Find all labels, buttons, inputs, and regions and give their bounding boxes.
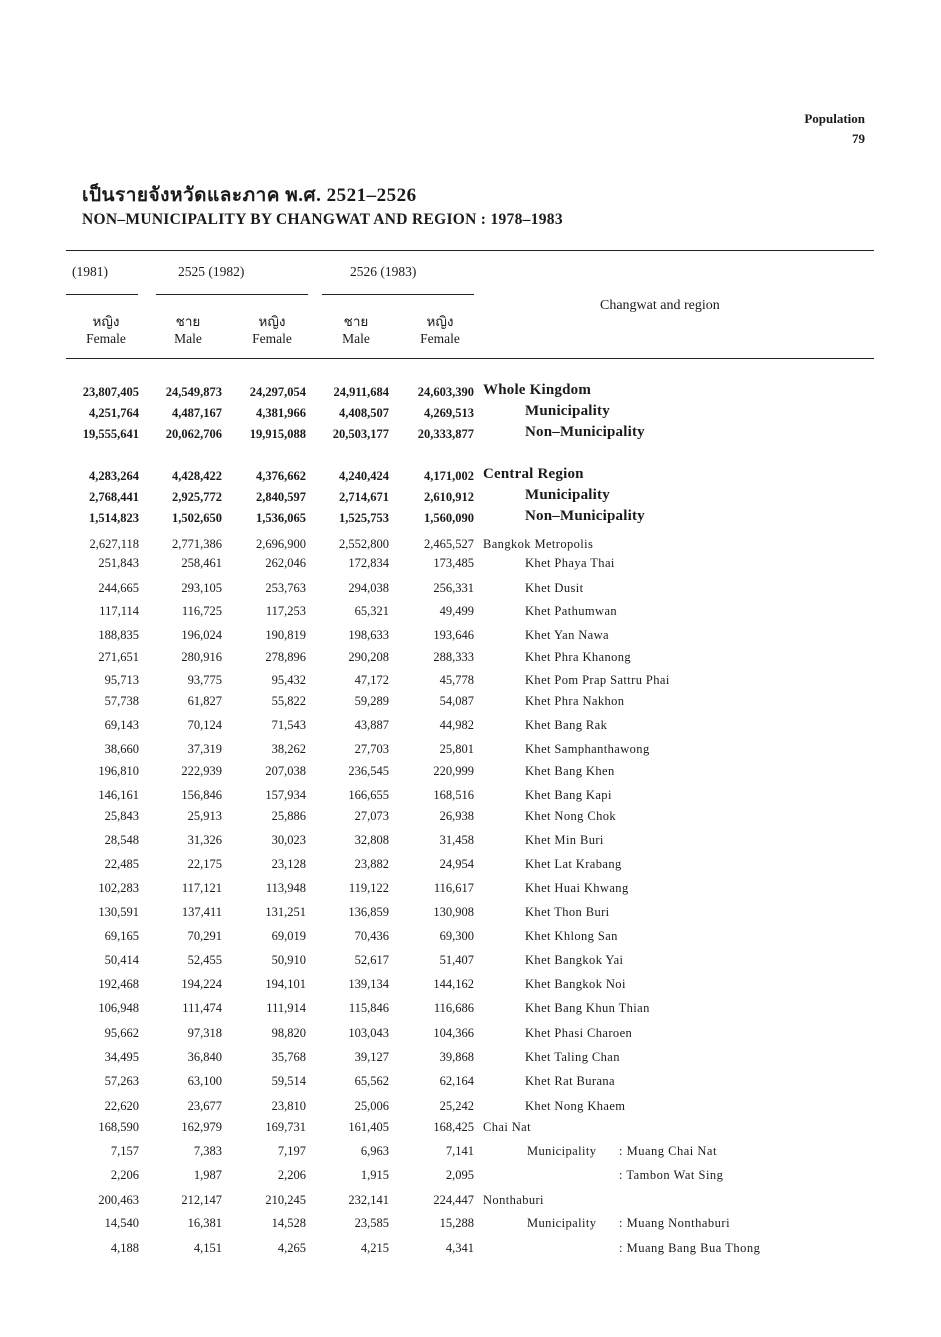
row-value-col3: 4,376,662 [256, 469, 306, 483]
year-1983-header: 2526 (1983) [350, 264, 417, 279]
row-value-col4: 103,043 [348, 1026, 389, 1040]
row-value-col1: 196,810 [98, 764, 139, 778]
row-value-col4: 65,562 [354, 1074, 389, 1088]
table-row [0, 403, 941, 428]
row-value-col3: 194,101 [265, 977, 306, 991]
row-value-col3: 38,262 [271, 742, 306, 756]
row-label: Khet Phra Khanong [525, 650, 632, 664]
row-value-col2: 196,024 [181, 628, 222, 642]
row-value-col5: 4,341 [445, 1241, 474, 1255]
row-label: Municipality [525, 487, 610, 503]
row-value-col3: 59,514 [271, 1074, 306, 1088]
row-value-col2: 22,175 [187, 857, 222, 871]
row-value-col2: 61,827 [187, 694, 222, 708]
row-value-col3: 50,910 [271, 953, 306, 967]
row-label: Khet Huai Khwang [525, 881, 629, 895]
row-value-col1: 50,414 [104, 953, 139, 967]
row-value-col5: 26,938 [439, 809, 474, 823]
row-value-col1: 188,835 [98, 628, 139, 642]
row-value-col2: 36,840 [187, 1050, 222, 1064]
row-label: Khet Rat Burana [525, 1074, 616, 1088]
table-row [0, 977, 941, 999]
row-label: Khet Khlong San [525, 929, 618, 943]
row-value-col1: 34,495 [104, 1050, 139, 1064]
section-label: Population [804, 111, 865, 126]
row-value-col5: 1,560,090 [424, 511, 474, 525]
row-value-col2: 156,846 [181, 788, 222, 802]
row-value-col5: 130,908 [433, 905, 474, 919]
row-value-col3: 7,197 [277, 1144, 306, 1158]
row-sublabel: : Tambon Wat Sing [619, 1168, 724, 1182]
row-value-col4: 119,122 [348, 881, 389, 895]
table-row [0, 1074, 941, 1096]
row-value-col3: 131,251 [265, 905, 306, 919]
row-value-col2: 20,062,706 [165, 427, 222, 441]
row-value-col1: 19,555,641 [82, 427, 139, 441]
year-1981-underline [66, 294, 138, 295]
row-value-col1: 4,251,764 [89, 406, 139, 420]
row-value-col4: 39,127 [354, 1050, 389, 1064]
row-value-col4: 161,405 [348, 1120, 389, 1134]
table-row [0, 1050, 941, 1072]
table-row [0, 905, 941, 927]
table-row [0, 1099, 941, 1121]
row-value-col4: 25,006 [354, 1099, 389, 1113]
row-value-col3: 117,253 [265, 604, 306, 618]
table-row [0, 487, 941, 512]
table-row [0, 742, 941, 764]
col3-header-english: Female [252, 331, 292, 346]
row-value-col2: 194,224 [181, 977, 222, 991]
table-row [0, 1216, 941, 1238]
row-value-col2: 93,775 [187, 673, 222, 687]
table-row [0, 881, 941, 903]
year-1983-underline [322, 294, 474, 295]
row-value-col1: 57,263 [104, 1074, 139, 1088]
row-value-col2: 37,319 [187, 742, 222, 756]
table-row [0, 1168, 941, 1190]
row-label: Khet Bang Rak [525, 718, 608, 732]
row-value-col4: 32,808 [354, 833, 389, 847]
row-value-col1: 22,485 [104, 857, 139, 871]
row-value-col5: 2,610,912 [424, 490, 474, 504]
col3-header-thai: หญิง [258, 314, 286, 329]
row-value-col5: 144,162 [433, 977, 474, 991]
row-label: Municipality [527, 1216, 597, 1230]
row-value-col4: 1,915 [360, 1168, 389, 1182]
row-value-col5: 31,458 [439, 833, 474, 847]
row-value-col5: 51,407 [439, 953, 474, 967]
row-value-col4: 236,545 [348, 764, 389, 778]
table-row [0, 556, 941, 578]
col2-header-thai: ชาย [175, 314, 201, 329]
row-value-col4: 139,134 [348, 977, 389, 991]
row-value-col1: 1,514,823 [89, 511, 139, 525]
row-label: Khet Dusit [525, 581, 584, 595]
row-value-col2: 111,474 [182, 1001, 222, 1015]
row-value-col5: 62,164 [439, 1074, 474, 1088]
col1-header-english: Female [86, 331, 126, 346]
row-value-col4: 24,911,684 [333, 385, 389, 399]
row-value-col3: 2,696,900 [256, 537, 306, 551]
table-row [0, 1144, 941, 1166]
row-value-col4: 47,172 [354, 673, 389, 687]
row-value-col2: 63,100 [187, 1074, 222, 1088]
row-value-col5: 54,087 [439, 694, 474, 708]
row-value-col1: 146,161 [98, 788, 139, 802]
row-value-col5: 288,333 [433, 650, 474, 664]
col4-header-english: Male [342, 331, 370, 346]
row-label: Municipality [527, 1144, 597, 1158]
table-row [0, 1193, 941, 1215]
row-label: Non–Municipality [525, 424, 645, 440]
row-value-col4: 1,525,753 [339, 511, 389, 525]
title-english: NON–MUNICIPALITY BY CHANGWAT AND REGION : 1978–1983 [82, 211, 563, 228]
row-value-col5: 173,485 [433, 556, 474, 570]
row-value-col4: 4,408,507 [339, 406, 389, 420]
row-label: Khet Pathumwan [525, 604, 618, 618]
row-label: Khet Min Buri [525, 833, 604, 847]
row-value-col3: 111,914 [266, 1001, 306, 1015]
row-value-col5: 24,603,390 [417, 385, 474, 399]
row-value-col4: 4,240,424 [339, 469, 389, 483]
changwat-region-header: Changwat and region [600, 298, 720, 313]
col5-header-thai: หญิง [426, 314, 454, 329]
row-label: Khet Bang Kapi [525, 788, 612, 802]
row-value-col1: 28,548 [104, 833, 139, 847]
row-value-col3: 4,381,966 [256, 406, 306, 420]
row-value-col4: 198,633 [348, 628, 389, 642]
row-value-col2: 24,549,873 [165, 385, 222, 399]
row-value-col5: 104,366 [433, 1026, 474, 1040]
row-value-col3: 71,543 [271, 718, 306, 732]
row-label: Khet Phaya Thai [525, 556, 615, 570]
row-sublabel: : Muang Bang Bua Thong [619, 1241, 761, 1255]
row-value-col5: 44,982 [439, 718, 474, 732]
row-value-col1: 106,948 [98, 1001, 139, 1015]
table-row [0, 604, 941, 626]
row-value-col3: 169,731 [265, 1120, 306, 1134]
row-value-col3: 253,763 [265, 581, 306, 595]
row-value-col4: 294,038 [348, 581, 389, 595]
row-value-col1: 69,143 [104, 718, 139, 732]
row-label: Khet Nong Khaem [525, 1099, 626, 1113]
row-value-col1: 57,738 [104, 694, 139, 708]
row-value-col2: 25,913 [187, 809, 222, 823]
row-label: Central Region [483, 466, 584, 482]
row-value-col3: 23,128 [271, 857, 306, 871]
row-value-col4: 20,503,177 [332, 427, 389, 441]
table-row [0, 694, 941, 716]
table-row [0, 466, 941, 491]
row-value-col4: 27,703 [354, 742, 389, 756]
row-sublabel: : Muang Nonthaburi [619, 1216, 731, 1230]
table-row [0, 953, 941, 975]
row-value-col5: 4,171,002 [424, 469, 474, 483]
row-value-col1: 69,165 [104, 929, 139, 943]
row-value-col3: 14,528 [271, 1216, 306, 1230]
row-value-col5: 116,617 [433, 881, 474, 895]
row-value-col2: 2,925,772 [172, 490, 222, 504]
row-label: Khet Thon Buri [525, 905, 610, 919]
row-value-col2: 117,121 [181, 881, 222, 895]
row-value-col4: 23,585 [354, 1216, 389, 1230]
row-value-col4: 70,436 [354, 929, 389, 943]
row-value-col5: 220,999 [433, 764, 474, 778]
row-value-col3: 1,536,065 [256, 511, 306, 525]
row-value-col5: 45,778 [439, 673, 474, 687]
row-value-col1: 2,206 [110, 1168, 139, 1182]
table-row [0, 628, 941, 650]
row-value-col3: 24,297,054 [249, 385, 306, 399]
row-value-col1: 2,768,441 [89, 490, 139, 504]
row-value-col2: 1,987 [193, 1168, 222, 1182]
row-value-col2: 1,502,650 [172, 511, 222, 525]
col1-header-thai: หญิง [92, 314, 120, 329]
row-value-col3: 35,768 [271, 1050, 306, 1064]
row-value-col5: 20,333,877 [417, 427, 474, 441]
page-number: 79 [852, 131, 865, 146]
row-value-col4: 2,714,671 [339, 490, 389, 504]
row-value-col5: 25,801 [439, 742, 474, 756]
row-label: Municipality [525, 403, 610, 419]
row-value-col2: 7,383 [193, 1144, 222, 1158]
row-value-col1: 95,662 [104, 1026, 139, 1040]
row-value-col1: 4,188 [110, 1241, 139, 1255]
row-value-col3: 4,265 [277, 1241, 306, 1255]
row-value-col4: 4,215 [360, 1241, 389, 1255]
row-value-col5: 2,095 [445, 1168, 474, 1182]
row-value-col2: 52,455 [187, 953, 222, 967]
row-value-col2: 116,725 [181, 604, 222, 618]
row-value-col5: 69,300 [439, 929, 474, 943]
row-value-col2: 4,151 [193, 1241, 222, 1255]
row-label: Khet Phra Nakhon [525, 694, 625, 708]
table-row [0, 1120, 941, 1142]
row-value-col3: 95,432 [271, 673, 306, 687]
row-value-col2: 137,411 [181, 905, 222, 919]
row-label: Khet Bangkok Yai [525, 953, 624, 967]
row-value-col5: 39,868 [439, 1050, 474, 1064]
row-value-col2: 4,428,422 [172, 469, 222, 483]
row-value-col3: 113,948 [265, 881, 306, 895]
table-row [0, 857, 941, 879]
row-value-col5: 7,141 [445, 1144, 474, 1158]
row-value-col5: 116,686 [433, 1001, 474, 1015]
row-value-col3: 25,886 [271, 809, 306, 823]
row-value-col2: 97,318 [187, 1026, 222, 1040]
row-label: Khet Bangkok Noi [525, 977, 626, 991]
row-value-col4: 27,073 [354, 809, 389, 823]
row-label: Khet Yan Nawa [525, 628, 610, 642]
row-value-col2: 31,326 [187, 833, 222, 847]
row-value-col2: 2,771,386 [172, 537, 222, 551]
row-value-col4: 59,289 [354, 694, 389, 708]
row-label: Non–Municipality [525, 508, 645, 524]
row-value-col1: 95,713 [104, 673, 139, 687]
row-value-col1: 4,283,264 [89, 469, 139, 483]
row-value-col1: 22,620 [104, 1099, 139, 1113]
row-value-col2: 162,979 [181, 1120, 222, 1134]
table-row [0, 650, 941, 672]
table-row [0, 788, 941, 810]
row-value-col1: 2,627,118 [89, 537, 139, 551]
row-value-col1: 23,807,405 [82, 385, 139, 399]
row-value-col4: 52,617 [354, 953, 389, 967]
row-value-col2: 280,916 [181, 650, 222, 664]
row-value-col3: 190,819 [265, 628, 306, 642]
row-value-col3: 210,245 [265, 1193, 306, 1207]
row-value-col1: 200,463 [98, 1193, 139, 1207]
row-value-col5: 168,425 [433, 1120, 474, 1134]
table-row [0, 673, 941, 695]
row-value-col5: 24,954 [439, 857, 474, 871]
row-value-col1: 25,843 [104, 809, 139, 823]
table-row [0, 809, 941, 831]
row-value-col5: 193,646 [433, 628, 474, 642]
row-value-col1: 102,283 [98, 881, 139, 895]
table-row [0, 929, 941, 951]
table-row [0, 508, 941, 533]
row-value-col3: 98,820 [271, 1026, 306, 1040]
row-value-col5: 2,465,527 [424, 537, 474, 551]
row-label: Khet Phasi Charoen [525, 1026, 633, 1040]
row-label: Khet Pom Prap Sattru Phai [525, 673, 670, 687]
row-label: Khet Bang Khun Thian [525, 1001, 650, 1015]
row-value-col2: 16,381 [187, 1216, 222, 1230]
table-row [0, 833, 941, 855]
title-thai: เป็นรายจังหวัดและภาค พ.ศ. 2521–2526 [82, 185, 417, 206]
row-value-col1: 251,843 [98, 556, 139, 570]
row-value-col2: 293,105 [181, 581, 222, 595]
row-value-col1: 14,540 [104, 1216, 139, 1230]
row-value-col2: 258,461 [181, 556, 222, 570]
row-value-col5: 49,499 [439, 604, 474, 618]
row-value-col4: 65,321 [354, 604, 389, 618]
row-value-col2: 70,124 [187, 718, 222, 732]
table-row [0, 424, 941, 449]
col2-header-english: Male [174, 331, 202, 346]
header-bottom-rule [66, 358, 874, 359]
row-value-col5: 25,242 [439, 1099, 474, 1113]
table-row [0, 1026, 941, 1048]
row-value-col3: 2,840,597 [256, 490, 306, 504]
row-value-col3: 278,896 [265, 650, 306, 664]
row-value-col3: 157,934 [265, 788, 306, 802]
row-value-col3: 30,023 [271, 833, 306, 847]
row-value-col1: 7,157 [110, 1144, 139, 1158]
row-value-col4: 6,963 [360, 1144, 389, 1158]
row-value-col2: 23,677 [187, 1099, 222, 1113]
table-row [0, 1241, 941, 1263]
row-value-col1: 192,468 [98, 977, 139, 991]
row-value-col3: 69,019 [271, 929, 306, 943]
year-1982-underline [156, 294, 308, 295]
row-value-col2: 4,487,167 [172, 406, 222, 420]
row-value-col4: 232,141 [348, 1193, 389, 1207]
row-value-col3: 19,915,088 [249, 427, 306, 441]
row-value-col5: 15,288 [439, 1216, 474, 1230]
row-value-col5: 168,516 [433, 788, 474, 802]
row-value-col2: 212,147 [181, 1193, 222, 1207]
row-label: Chai Nat [483, 1120, 531, 1134]
row-value-col1: 244,665 [98, 581, 139, 595]
row-label: Khet Bang Khen [525, 764, 615, 778]
row-label: Khet Taling Chan [525, 1050, 620, 1064]
year-1982-header: 2525 (1982) [178, 264, 245, 279]
row-value-col1: 271,651 [98, 650, 139, 664]
table-row [0, 718, 941, 740]
row-value-col5: 256,331 [433, 581, 474, 595]
row-value-col4: 166,655 [348, 788, 389, 802]
row-value-col1: 168,590 [98, 1120, 139, 1134]
row-value-col4: 2,552,800 [339, 537, 389, 551]
row-value-col1: 117,114 [99, 604, 139, 618]
row-value-col3: 23,810 [271, 1099, 306, 1113]
row-value-col5: 4,269,513 [424, 406, 474, 420]
row-value-col2: 70,291 [187, 929, 222, 943]
row-label: Whole Kingdom [483, 382, 592, 398]
year-1981-header: (1981) [72, 264, 108, 279]
row-value-col4: 136,859 [348, 905, 389, 919]
row-value-col4: 172,834 [348, 556, 389, 570]
row-value-col4: 43,887 [354, 718, 389, 732]
table-row [0, 581, 941, 603]
row-value-col5: 224,447 [433, 1193, 474, 1207]
row-label: Khet Samphanthawong [525, 742, 650, 756]
row-label: Khet Lat Krabang [525, 857, 622, 871]
row-value-col3: 262,046 [265, 556, 306, 570]
row-value-col3: 55,822 [271, 694, 306, 708]
row-value-col1: 130,591 [98, 905, 139, 919]
table-row [0, 382, 941, 407]
row-value-col4: 115,846 [348, 1001, 389, 1015]
row-value-col4: 23,882 [354, 857, 389, 871]
table-row [0, 1001, 941, 1023]
row-value-col3: 2,206 [277, 1168, 306, 1182]
row-value-col2: 222,939 [181, 764, 222, 778]
col5-header-english: Female [420, 331, 460, 346]
row-value-col4: 290,208 [348, 650, 389, 664]
row-label: Bangkok Metropolis [483, 537, 594, 551]
top-rule [66, 250, 874, 251]
row-sublabel: : Muang Chai Nat [619, 1144, 717, 1158]
row-value-col1: 38,660 [104, 742, 139, 756]
row-label: Khet Nong Chok [525, 809, 617, 823]
row-label: Nonthaburi [483, 1193, 544, 1207]
col4-header-thai: ชาย [343, 314, 369, 329]
table-row [0, 764, 941, 786]
row-value-col3: 207,038 [265, 764, 306, 778]
